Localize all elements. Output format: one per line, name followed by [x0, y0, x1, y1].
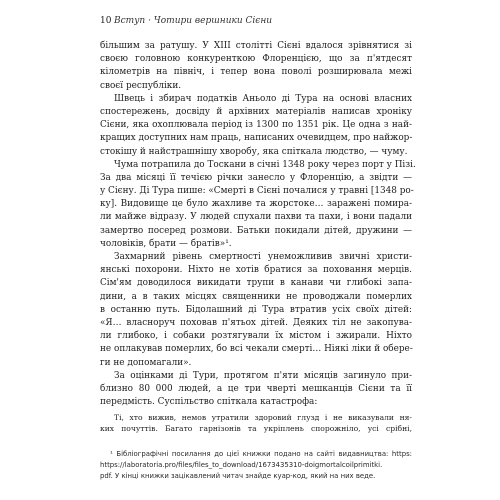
- body-line: дини, а в таких місцях священники не проводжали померлих: [100, 291, 412, 302]
- body-line: близно 80 000 людей, а це три чверті мешканців Сієни та її: [100, 383, 412, 394]
- page-number: 10: [100, 16, 112, 26]
- page-header: [100, 16, 420, 30]
- footnote-line: pdf. У кінці книжки зацікавлений читач знайде куар-код, який на них веде.: [100, 472, 376, 480]
- body-line: Чума потрапила до Тоскани в січні 1348 року через порт у Пізі.: [114, 159, 416, 170]
- body-line: ги не допомагали».: [100, 357, 192, 368]
- body-line: Захмарний рівень смертності унеможливив звичні христи-: [114, 252, 412, 262]
- body-line: кілометрів на північ, і тепер вона поволі розширювала межі: [100, 67, 412, 78]
- body-line: Сієни, яка охоплювала період із 1300 по 1351 рік. Це одна з най-: [100, 120, 412, 131]
- body-line: передмість. Суспільство спіткала катастрофа:: [100, 397, 318, 408]
- running-head: Вступ · Чотири вершники Сієни: [114, 16, 273, 26]
- body-line: в останню путь. Бідолашний ді Тура втратив усіх своїх дітей:: [100, 304, 412, 315]
- body-line: кращих доступних нам праць, написаних очевидцем, про найжор-: [100, 133, 413, 144]
- body-line: ли майже відразу. У людей спухали пахви та пахи, і вони падали: [100, 212, 412, 223]
- body-line: За два місяці її течією річки занесло у Флоренцію, а звідти —: [100, 172, 412, 183]
- body-line: янські похорони. Ніхто не хотів братися за поховання мерців.: [100, 265, 412, 276]
- body-line: більшим за ратушу. У XIII столітті Сієні вдалося зрівнятися зі: [100, 41, 412, 51]
- body-line: ку]. Видовище це було жахливе та жорстоке… заражені помира-: [100, 199, 412, 210]
- body-line: Сім'ям доводилося викидати трупи в канави чи глибокі запа-: [100, 278, 412, 289]
- footnote-line: https://laboratoria.pro/files/files_to_download/1673435310-doigmortalcoilprimitki.: [100, 461, 383, 469]
- body-line: ли глибоко, і собаки розтягували їх містом і зжирали. Ніхто: [100, 331, 412, 342]
- body-line: замертво посеред розмови. Батьки покидали дітей, дружини —: [100, 225, 412, 236]
- body-line: Швець і збирач податків Аньоло ді Тура на основі власних: [114, 93, 412, 104]
- footnote-line: ¹ Бібліографічні посилання до цієї книжки подано на сайті видавництва: https:: [110, 450, 412, 458]
- body-text: [100, 40, 416, 409]
- body-line: своєї республіки.: [100, 80, 182, 91]
- body-line: За оцінками ді Тури, протягом п'яти місяців загинуло при-: [114, 370, 412, 381]
- body-line: не оплакував померлих, бо всі чекали смерті… Ніякі ліки й обере-: [100, 344, 413, 355]
- footnote: [100, 449, 412, 482]
- body-line: своєю головною конкуренткою Флоренцією, що за п'ятдесят: [100, 54, 412, 65]
- quote-line: Ті, хто вижив, немов утратили здоровий глузд і не виказували ня-: [114, 413, 412, 422]
- body-line: стокішу й найстрашнішу хворобу, яка спіткала людство, — чуму.: [100, 146, 408, 157]
- body-line: у Сієну. Ді Тура пише: «Смерті в Сієні почалися у травні [1348 ро-: [100, 186, 414, 197]
- body-line: «Я… власноруч поховав п'ятьох дітей. Деяких тіл не закопува-: [100, 317, 412, 328]
- body-line: чоловіків, брати — братів»¹.: [100, 238, 232, 249]
- body-line: спостережень, досвіду й архівних матеріалів написав хроніку: [100, 106, 412, 117]
- quote-line: ких почуттів. Багато гарнізонів та укріплень спорожніло, усі срібні,: [100, 424, 412, 433]
- block-quote: [100, 412, 412, 434]
